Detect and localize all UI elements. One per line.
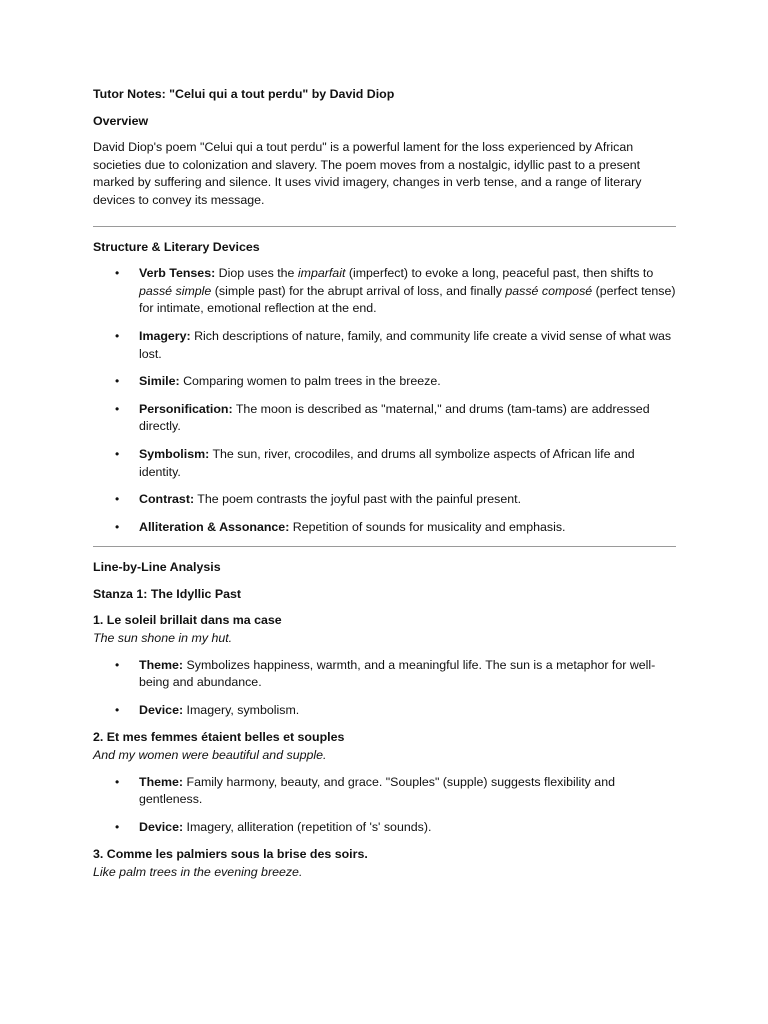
stanza-heading: Stanza 1: The Idyllic Past (93, 586, 242, 601)
analysis-heading: Line-by-Line Analysis (93, 560, 221, 575)
bullet-icon: • (115, 374, 120, 389)
poem-line-heading: 3. Comme les palmiers sous la brise des soirs. (93, 847, 368, 862)
list-item: • Verb Tenses: Diop uses the imparfait (imperfect) to evoke a long, peaceful past, then shifts to passé simple (simple past) for the abrupt arrival of loss, and finally passé composé (perfect tense) for intimate, emotional reflection at the end. (115, 266, 676, 316)
poem-line-translation: Like palm trees in the evening breeze. (93, 865, 303, 879)
list-item: • Contrast: The poem contrasts the joyful past with the painful present. (93, 491, 676, 509)
poem-line-heading: 1. Le soleil brillait dans ma case (93, 613, 282, 628)
bullet-icon: • (115, 702, 120, 717)
list-item: • Simile: Comparing women to palm trees in the breeze. (93, 373, 676, 391)
document-title: Tutor Notes: "Celui qui a tout perdu" by David Diop (93, 87, 395, 101)
poem-line-translation: And my women were beautiful and supple. (93, 748, 327, 763)
list-item: • Theme: Family harmony, beauty, and grace. "Souples" (supple) suggests flexibility and gentleness. (115, 774, 615, 807)
list-item: • Device: Imagery, symbolism. (93, 702, 676, 720)
poem-line-heading: 2. Et mes femmes étaient belles et souples (93, 730, 345, 745)
bullet-icon: • (115, 519, 120, 534)
section-divider (93, 226, 676, 227)
structure-heading: Structure & Literary Devices (93, 239, 260, 254)
bullet-icon: • (115, 657, 120, 672)
overview-heading: Overview (93, 113, 149, 128)
line-notes-list (93, 774, 676, 837)
overview-paragraph: David Diop's poem "Celui qui a tout perdu" is a powerful lament for the loss experienced by African societies due to colonization and slavery. The poem moves from a nostalgic, idyllic past to a present marked by suffering and silence. It uses vivid imagery, changes in verb tense, and a range of literary devices to convey its message. (93, 140, 642, 207)
list-item: • Alliteration & Assonance: Repetition of sounds for musicality and emphasis. (93, 519, 676, 537)
list-item: • Device: Imagery, alliteration (repetition of 's' sounds). (93, 819, 676, 837)
list-item: • Personification: The moon is described as "maternal," and drums (tam-tams) are addressed directly. (115, 401, 650, 434)
bullet-icon: • (115, 328, 120, 343)
list-item: • Theme: Symbolizes happiness, warmth, and a meaningful life. The sun is a metaphor for well-being and abundance. (115, 657, 656, 690)
bullet-icon: • (115, 401, 120, 416)
list-item: • Imagery: Rich descriptions of nature, family, and community life create a vivid sense of what was lost. (115, 328, 672, 361)
section-divider (93, 546, 676, 547)
document-page (93, 86, 676, 891)
bullet-icon: • (115, 446, 120, 461)
bullet-icon: • (115, 266, 120, 281)
list-item: • Symbolism: The sun, river, crocodiles, and drums all symbolize aspects of African life and identity. (115, 446, 635, 479)
bullet-icon: • (115, 819, 120, 834)
bullet-icon: • (115, 492, 120, 507)
line-notes-list (93, 657, 676, 720)
poem-line-translation: The sun shone in my hut. (93, 631, 233, 646)
bullet-icon: • (115, 774, 120, 789)
devices-list (93, 265, 676, 536)
